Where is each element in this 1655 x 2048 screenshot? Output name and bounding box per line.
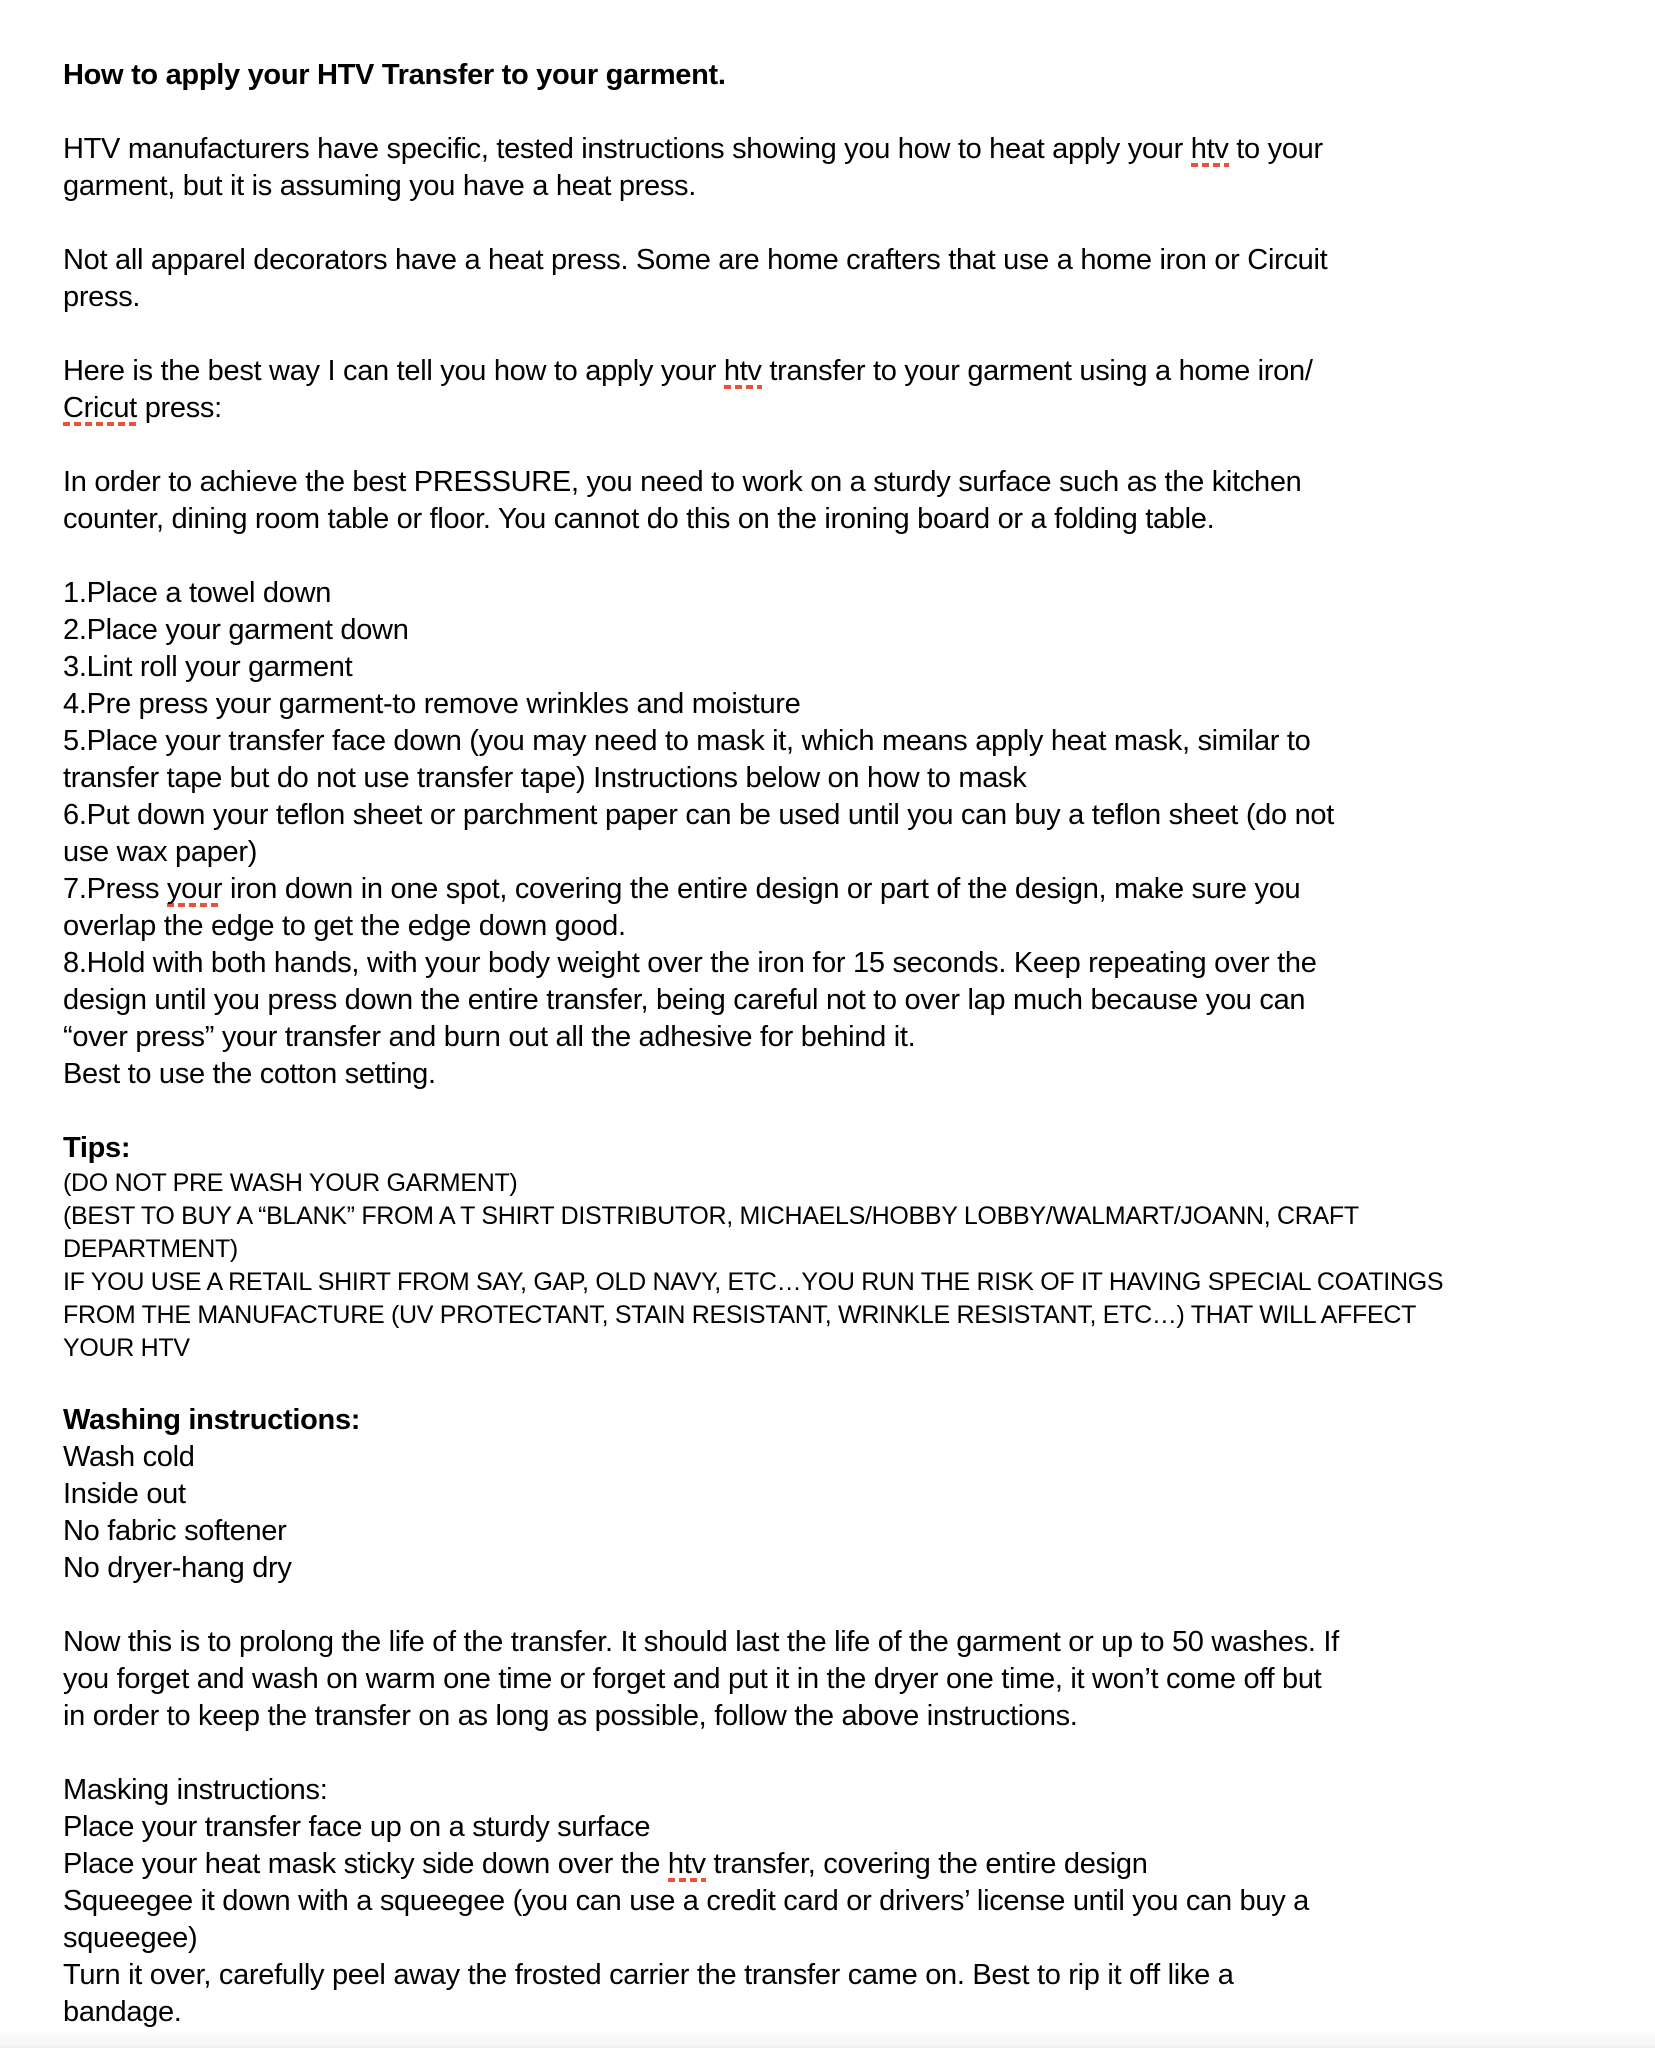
text-line	[63, 723, 1615, 760]
text-line	[63, 1809, 1615, 1846]
text-segment: iron down in one spot, covering the entire design or part of the design, make sure you	[222, 873, 1301, 905]
text-line	[63, 1200, 1615, 1233]
text-line	[63, 1513, 1615, 1550]
text-segment: 4.Pre press your garment-to remove wrinkles and moisture	[63, 688, 801, 720]
text-segment: Place your transfer face up on a sturdy surface	[63, 1811, 651, 1843]
paragraph-best-way	[63, 353, 1615, 427]
misspelled-word: Cricut	[63, 392, 137, 424]
text-line	[63, 1167, 1615, 1200]
text-line	[63, 168, 1615, 205]
text-line	[63, 1624, 1615, 1661]
text-segment: Wash cold	[63, 1441, 195, 1473]
text-segment: Squeegee it down with a squeegee (you can use a credit card or drivers’ license until you can buy a	[63, 1885, 1309, 1917]
text-line	[63, 279, 1615, 316]
text-line	[63, 612, 1615, 649]
text-line	[63, 1439, 1615, 1476]
text-segment: use wax paper)	[63, 836, 258, 868]
text-segment: transfer tape but do not use transfer tape) Instructions below on how to mask	[63, 762, 1027, 794]
misspelled-word: htv	[723, 355, 762, 387]
masking-instructions	[63, 1772, 1615, 2031]
text-segment: press:	[136, 392, 222, 424]
text-line	[63, 908, 1615, 945]
tips-section	[63, 1130, 1615, 1365]
text-segment: counter, dining room table or floor. You cannot do this on the ironing board or a folding table.	[63, 503, 1215, 535]
text-line	[63, 686, 1615, 723]
text-segment: YOUR HTV	[63, 1334, 190, 1362]
text-segment: 7.Press	[63, 873, 167, 905]
text-line	[63, 1957, 1615, 1994]
text-segment: garment, but it is assuming you have a heat press.	[63, 170, 697, 202]
paragraph-apparel-decorators	[63, 242, 1615, 316]
text-segment: design until you press down the entire transfer, being careful not to over lap much because you can	[63, 984, 1306, 1016]
text-line	[63, 1994, 1615, 2031]
text-line	[63, 649, 1615, 686]
text-line	[63, 353, 1615, 390]
text-line	[63, 1698, 1615, 1735]
text-segment: press.	[63, 281, 141, 313]
text-line	[63, 1846, 1615, 1883]
text-line	[63, 1476, 1615, 1513]
text-line	[63, 797, 1615, 834]
text-segment: 5.Place your transfer face down (you may need to mask it, which means apply heat mask, similar to	[63, 725, 1311, 757]
text-line	[63, 501, 1615, 538]
text-segment: In order to achieve the best PRESSURE, you need to work on a sturdy surface such as the kitchen	[63, 466, 1302, 498]
text-line	[63, 1233, 1615, 1266]
text-line	[63, 464, 1615, 501]
document-title	[63, 57, 1615, 94]
paragraph-pressure	[63, 464, 1615, 538]
paragraph-prolong	[63, 1624, 1615, 1735]
text-segment: FROM THE MANUFACTURE (UV PROTECTANT, STAIN RESISTANT, WRINKLE RESISTANT, ETC…) THAT WILL AFFECT	[63, 1301, 1417, 1329]
text-line	[63, 982, 1615, 1019]
text-segment: Turn it over, carefully peel away the frosted carrier the transfer came on. Best to rip it off like a	[63, 1959, 1234, 1991]
text-segment: No fabric softener	[63, 1515, 287, 1547]
misspelled-word: htv	[667, 1848, 706, 1880]
text-segment: transfer, covering the entire design	[705, 1848, 1148, 1880]
text-segment: 2.Place your garment down	[63, 614, 409, 646]
text-line	[63, 575, 1615, 612]
text-line	[63, 1772, 1615, 1809]
text-segment: Inside out	[63, 1478, 186, 1510]
text-segment: (DO NOT PRE WASH YOUR GARMENT)	[63, 1169, 518, 1197]
text-line	[63, 1920, 1615, 1957]
text-segment: squeegee)	[63, 1922, 198, 1954]
text-segment: Masking instructions:	[63, 1774, 328, 1806]
text-line	[63, 871, 1615, 908]
text-line	[63, 1266, 1615, 1299]
text-segment: Washing instructions:	[63, 1404, 361, 1436]
text-line	[63, 1019, 1615, 1056]
text-line	[63, 1056, 1615, 1093]
text-segment: DEPARTMENT)	[63, 1235, 238, 1263]
text-line	[63, 945, 1615, 982]
text-segment: in order to keep the transfer on as long as possible, follow the above instructions.	[63, 1700, 1078, 1732]
text-line	[63, 131, 1615, 168]
text-segment: transfer to your garment using a home iron/	[761, 355, 1313, 387]
text-segment: No dryer-hang dry	[63, 1552, 292, 1584]
text-segment: 8.Hold with both hands, with your body weight over the iron for 15 seconds. Keep repeating over the	[63, 947, 1317, 979]
text-segment: 6.Put down your teflon sheet or parchment paper can be used until you can buy a teflon sheet (do not	[63, 799, 1335, 831]
text-line	[63, 57, 1615, 94]
text-line	[63, 242, 1615, 279]
text-segment: 1.Place a towel down	[63, 577, 332, 609]
text-line	[63, 1883, 1615, 1920]
text-line	[63, 834, 1615, 871]
text-line	[63, 760, 1615, 797]
steps-list	[63, 575, 1615, 1093]
misspelled-word: your	[166, 873, 223, 905]
text-line	[63, 1299, 1615, 1332]
text-segment: Tips:	[63, 1132, 131, 1164]
text-segment: to your	[1228, 133, 1323, 165]
text-line	[63, 1661, 1615, 1698]
text-line	[63, 1130, 1615, 1167]
text-line	[63, 1332, 1615, 1365]
text-segment: Now this is to prolong the life of the transfer. It should last the life of the garment or up to 50 washes. If	[63, 1626, 1339, 1658]
text-segment: bandage.	[63, 1996, 182, 2028]
document-body	[63, 57, 1615, 2031]
text-line	[63, 1402, 1615, 1439]
text-segment: Place your heat mask sticky side down over the	[63, 1848, 668, 1880]
text-line	[63, 1550, 1615, 1587]
window-footer-bar	[0, 2030, 1655, 2048]
text-segment: (BEST TO BUY A “BLANK” FROM A T SHIRT DISTRIBUTOR, MICHAELS/HOBBY LOBBY/WALMART/JOANN, CRAFT	[63, 1202, 1359, 1230]
text-segment: HTV manufacturers have specific, tested instructions showing you how to heat apply your	[63, 133, 1191, 165]
text-segment: Here is the best way I can tell you how to apply your	[63, 355, 724, 387]
text-line	[63, 390, 1615, 427]
text-segment: 3.Lint roll your garment	[63, 651, 353, 683]
text-segment: How to apply your HTV Transfer to your garment.	[63, 59, 726, 91]
text-segment: Best to use the cotton setting.	[63, 1058, 436, 1090]
text-segment: IF YOU USE A RETAIL SHIRT FROM SAY, GAP, OLD NAVY, ETC…YOU RUN THE RISK OF IT HAVING SPECIAL COATINGS	[63, 1268, 1444, 1296]
text-segment: “over press” your transfer and burn out all the adhesive for behind it.	[63, 1021, 916, 1053]
intro-paragraph	[63, 131, 1615, 205]
text-segment: you forget and wash on warm one time or forget and put it in the dryer one time, it won’t come off but	[63, 1663, 1322, 1695]
text-segment: overlap the edge to get the edge down good.	[63, 910, 626, 942]
text-segment: Not all apparel decorators have a heat press. Some are home crafters that use a home iron or Circuit	[63, 244, 1328, 276]
misspelled-word: htv	[1190, 133, 1229, 165]
washing-instructions	[63, 1402, 1615, 1587]
